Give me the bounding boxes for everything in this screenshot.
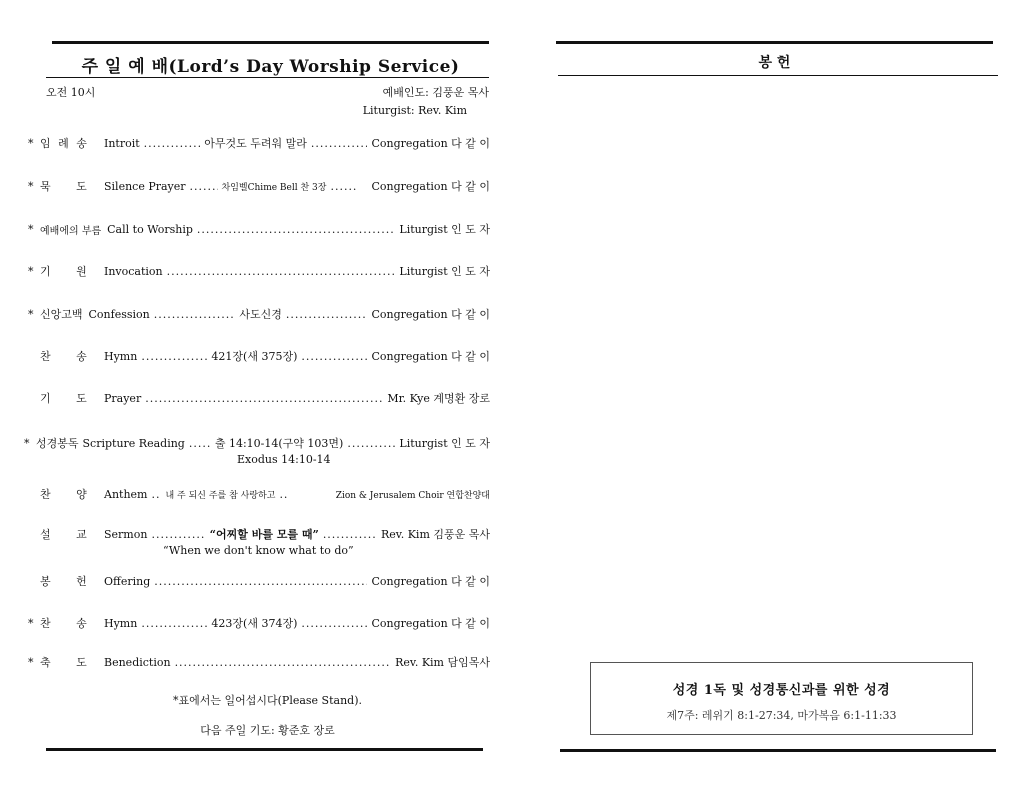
item-english: Sermon bbox=[104, 527, 148, 541]
item-english: Benediction bbox=[104, 655, 171, 669]
item-korean: 봉 헌 bbox=[40, 575, 87, 588]
order-item-prayer bbox=[28, 389, 490, 407]
order-item-hymn-1 bbox=[28, 347, 490, 365]
item-korean: 찬 송 bbox=[40, 350, 87, 363]
order-item-anthem bbox=[28, 485, 490, 503]
item-korean: 예배에의 부름 bbox=[40, 225, 102, 237]
item-english: Hymn bbox=[104, 616, 138, 630]
bible-reading-schedule: 제7주: 레위기 8:1-27:34, 마가복음 6:1-11:33 bbox=[666, 709, 897, 722]
item-middle: 421장(새 375장) bbox=[211, 350, 298, 363]
item-english: Confession bbox=[88, 307, 150, 321]
item-english: Prayer bbox=[104, 391, 142, 405]
right-top-rule bbox=[556, 41, 993, 44]
item-middle: 차임벨Chime Bell 찬 3장 bbox=[221, 182, 327, 193]
bible-reading-title: 성경 1독 및 성경통신과를 위한 성경 bbox=[672, 683, 891, 698]
item-right: Congregation 다 같 이 bbox=[371, 308, 490, 321]
service-time: 오전 10시 bbox=[46, 86, 96, 99]
item-korean: 기 도 bbox=[40, 392, 87, 405]
item-middle: 423장(새 374장) bbox=[211, 617, 298, 630]
bible-reading-box bbox=[590, 662, 973, 735]
next-week-prayer: 다음 주일 기도: 황준호 장로 bbox=[200, 724, 335, 737]
item-english: Anthem bbox=[104, 487, 148, 501]
liturgist-line: Liturgist: Rev. Kim bbox=[362, 104, 467, 117]
item-english: Call to Worship bbox=[107, 222, 193, 236]
sermon-title-english: “When we don't know what to do” bbox=[163, 544, 354, 557]
item-right: Congregation 다 같 이 bbox=[371, 617, 491, 630]
offering-page-title: 봉 헌 bbox=[758, 55, 791, 71]
item-middle: 출 14:10-14(구약 103면) bbox=[214, 437, 344, 450]
order-item-offering bbox=[28, 572, 490, 590]
item-korean: 기 원 bbox=[40, 265, 87, 278]
item-right: Rev. Kim 담임목사 bbox=[395, 656, 490, 669]
order-item-scripture-reading: * 성경봉독 Scripture Reading ..... 출 14:10-14(구약 103면) ..... Liturgist 인 도 자 bbox=[24, 434, 490, 452]
item-korean: 임 례 송 bbox=[40, 137, 87, 150]
item-korean: 신앙고백 bbox=[40, 308, 83, 321]
left-bottom-rule bbox=[46, 748, 483, 751]
item-right: Mr. Kye 계명환 장로 bbox=[387, 392, 490, 405]
item-right: Rev. Kim 김풍운 목사 bbox=[381, 528, 490, 541]
item-english: Offering bbox=[104, 574, 151, 588]
right-bottom-rule bbox=[560, 749, 996, 752]
item-english: Introit bbox=[104, 136, 140, 150]
item-middle: 사도신경 bbox=[239, 308, 282, 321]
service-title: 주 일 예 배(Lord’s Day Worship Service) bbox=[81, 57, 460, 77]
right-title-underline bbox=[558, 75, 998, 76]
order-item-benediction: * 축 도 Benediction ..... Rev. Kim 담임목사 bbox=[28, 653, 490, 671]
order-item-hymn-2: * 찬 송 Hymn ..... 423장(새 374장) ..... Congregation 다 같 이 bbox=[28, 614, 490, 632]
left-top-rule bbox=[52, 41, 489, 44]
item-right: Liturgist 인 도 자 bbox=[399, 437, 490, 450]
item-english: Hymn bbox=[104, 349, 138, 363]
item-middle: “어찌할 바를 모를 때” bbox=[209, 528, 319, 541]
please-stand-note: *표에서는 일어섭시다(Please Stand). bbox=[173, 694, 362, 707]
item-korean: 설 교 bbox=[40, 528, 87, 541]
left-title-underline bbox=[46, 77, 489, 78]
order-item-introit: * 임 례 송 Introit ..... 아무것도 두려워 말라 ..... Congregation 다 같 이 bbox=[28, 134, 490, 152]
order-item-invocation: * 기 원 Invocation ..... Liturgist 인 도 자 bbox=[28, 262, 490, 280]
item-korean: 찬 양 bbox=[40, 488, 87, 501]
item-right: Congregation 다 같 이 bbox=[371, 180, 490, 193]
order-item-call-to-worship: * 예배에의 부름 Call to Worship ..... Liturgist 인 도 자 bbox=[28, 220, 490, 238]
item-korean: 축 도 bbox=[40, 656, 87, 669]
item-english: Invocation bbox=[104, 264, 163, 278]
item-right: Congregation 다 같 이 bbox=[371, 137, 491, 150]
order-item-sermon bbox=[28, 525, 490, 543]
item-english: Silence Prayer bbox=[104, 179, 186, 193]
item-korean: 묵 도 bbox=[40, 180, 87, 193]
scripture-reference-english: Exodus 14:10-14 bbox=[237, 453, 331, 466]
order-item-confession: * 신앙고백 Confession ..... 사도신경 ..... Congregation 다 같 이 bbox=[28, 305, 490, 323]
item-english: Scripture Reading bbox=[82, 436, 185, 450]
item-right: Zion & Jerusalem Choir 연합찬양대 bbox=[335, 490, 490, 501]
item-middle: 내 주 되신 주를 참 사랑하고 bbox=[165, 490, 276, 501]
worship-leader: 예배인도: 김풍운 목사 bbox=[382, 86, 489, 99]
item-right: Congregation 다 같 이 bbox=[371, 350, 491, 363]
item-korean: 성경봉독 bbox=[36, 437, 79, 450]
item-right: Congregation 다 같 이 bbox=[371, 575, 490, 588]
item-middle: 아무것도 두려워 말라 bbox=[204, 137, 307, 150]
item-korean: 찬 송 bbox=[40, 617, 87, 630]
order-item-silence-prayer: * 묵 도 Silence Prayer ..... 차임벨Chime Bell 찬 3장 ..... Congregation 다 같 이 bbox=[28, 177, 490, 195]
item-right: Liturgist 인 도 자 bbox=[399, 223, 490, 236]
item-right: Liturgist 인 도 자 bbox=[399, 265, 490, 278]
